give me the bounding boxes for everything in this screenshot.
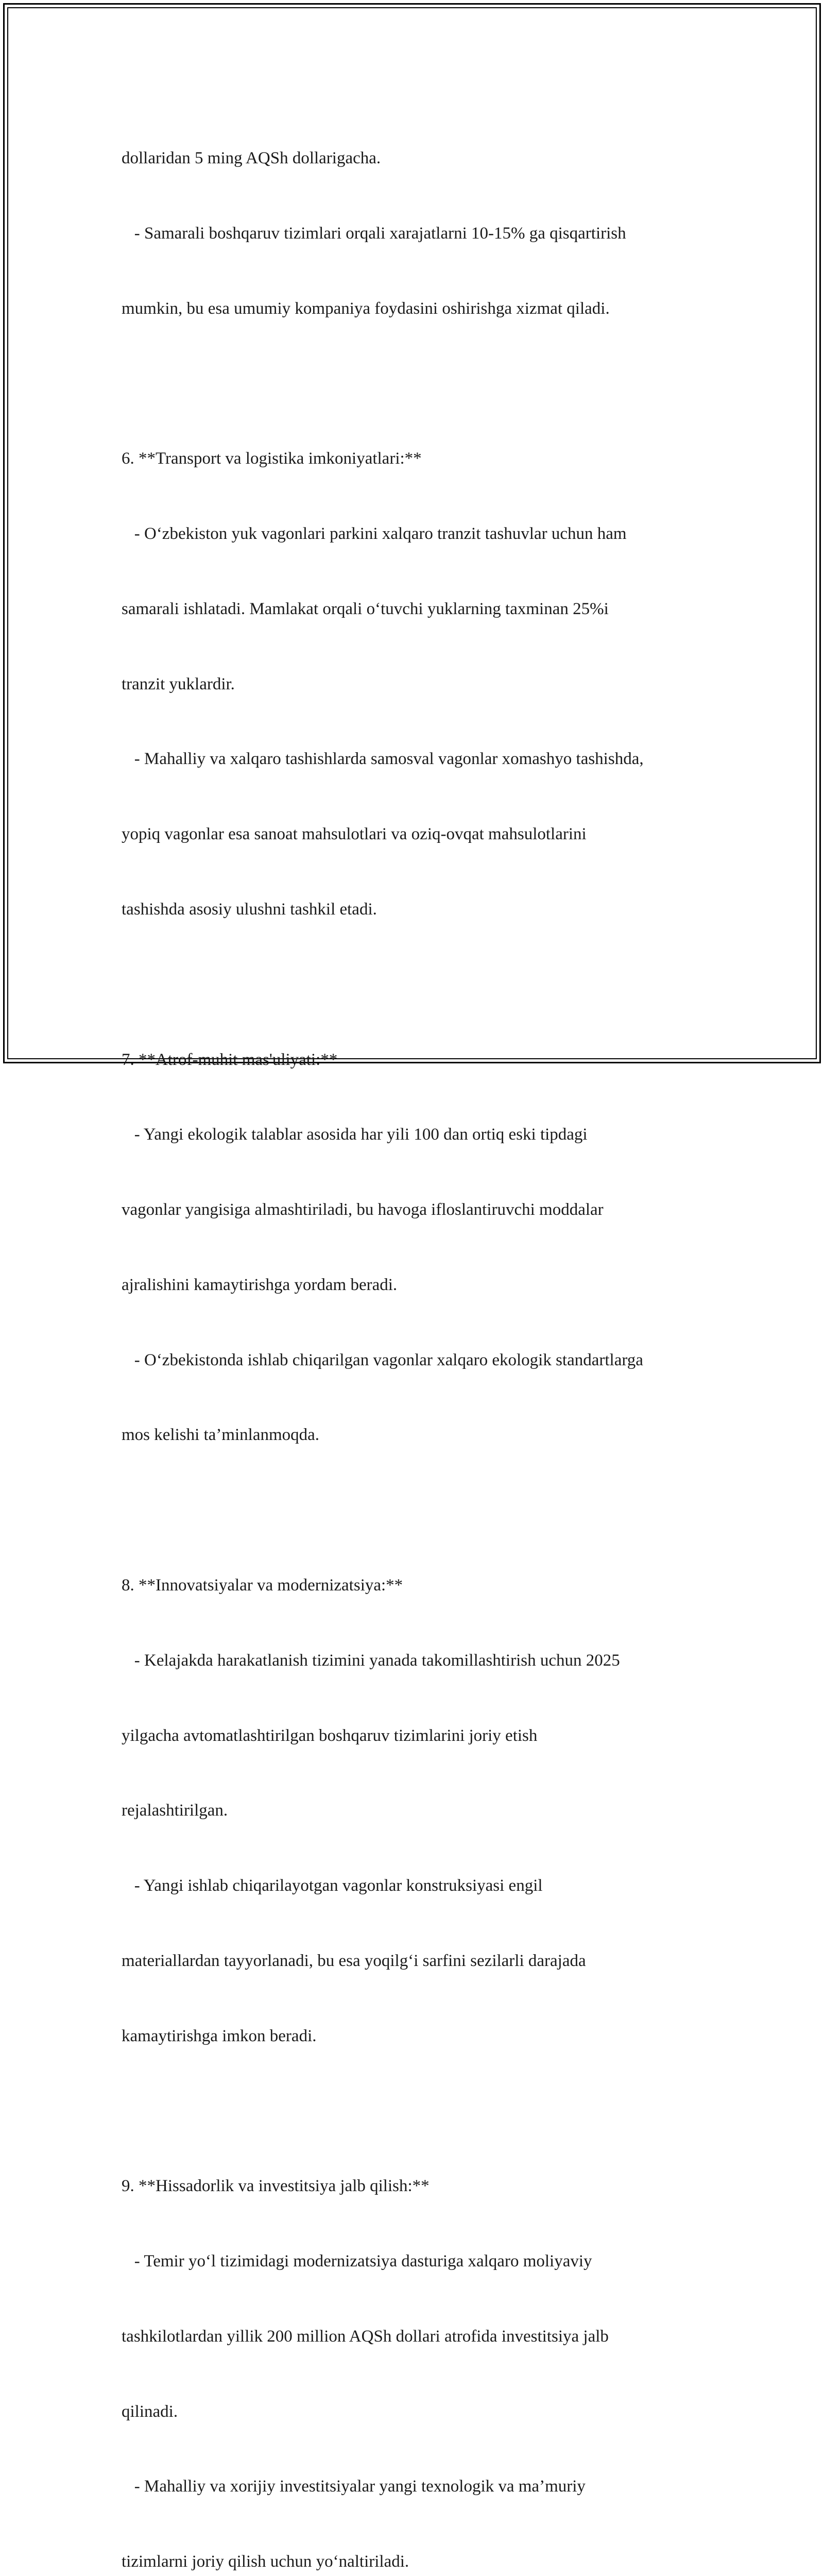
text-line: rejalashtirilgan. xyxy=(122,1801,228,1820)
section-heading: 9. **Hissadorlik va investitsiya jalb qilish:** xyxy=(122,2177,430,2196)
text-line: yopiq vagonlar esa sanoat mahsulotlari va oziq-ovqat mahsulotlarini xyxy=(122,825,587,844)
text-line: mos kelishi ta’minlanmoqda. xyxy=(122,1426,320,1445)
text-line: mumkin, bu esa umumiy kompaniya foydasini oshirishga xizmat qiladi. xyxy=(122,299,610,318)
text-line: ajralishini kamaytirishga yordam beradi. xyxy=(122,1275,398,1294)
blank-line xyxy=(122,371,714,397)
text-line: tranzit yuklardir. xyxy=(122,674,235,693)
blank-line xyxy=(122,1498,714,1523)
text-line: tashishda asosiy ulushni tashkil etadi. xyxy=(122,900,377,919)
text-line: samarali ishlatadi. Mamlakat orqali o‘tuvchi yuklarning taxminan 25%i xyxy=(122,599,609,618)
text-line: - Yangi ishlab chiqarilayotgan vagonlar konstruksiyasi engil xyxy=(122,1876,543,1895)
text-line: - O‘zbekiston yuk vagonlari parkini xalqaro tranzit tashuvlar uchun ham xyxy=(122,524,627,544)
text-line: tizimlarni joriy qilish uchun yo‘naltiriladi. xyxy=(122,2552,409,2571)
text-line: tashkilotlardan yillik 200 million AQSh dollari atrofida investitsiya jalb xyxy=(122,2327,609,2346)
document-body xyxy=(122,96,714,2576)
text-line: - Temir yo‘l tizimidagi modernizatsiya dasturiga xalqaro moliyaviy xyxy=(122,2252,592,2271)
text-line: yilgacha avtomatlashtirilgan boshqaruv tizimlarini joriy etish xyxy=(122,1726,538,1745)
text-line: kamaytirishga imkon beradi. xyxy=(122,2026,317,2045)
section-heading: 6. **Transport va logistika imkoniyatlari:** xyxy=(122,449,422,468)
text-line: - Mahalliy va xalqaro tashishlarda samosval vagonlar xomashyo tashishda, xyxy=(122,750,644,769)
text-line: materiallardan tayyorlanadi, bu esa yoqilg‘i sarfini sezilarli darajada xyxy=(122,1951,586,1970)
text-line: - Yangi ekologik talablar asosida har yili 100 dan ortiq eski tipdagi xyxy=(122,1125,588,1144)
text-line: - Samarali boshqaruv tizimlari orqali xarajatlarni 10-15% ga qisqartirish xyxy=(122,224,626,243)
text-line: - Mahalliy va xorijiy investitsiyalar yangi texnologik va ma’muriy xyxy=(122,2477,586,2496)
blank-line xyxy=(122,2099,714,2124)
blank-line xyxy=(122,972,714,997)
text-line: qilinadi. xyxy=(122,2402,178,2421)
text-line: vagonlar yangisiga almashtiriladi, bu havoga ifloslantiruvchi moddalar xyxy=(122,1200,604,1219)
text-line: dollaridan 5 ming AQSh dollarigacha. xyxy=(122,149,381,168)
text-line: - O‘zbekistonda ishlab chiqarilgan vagonlar xalqaro ekologik standartlarga xyxy=(122,1350,643,1369)
text-line: - Kelajakda harakatlanish tizimini yanada takomillashtirish uchun 2025 xyxy=(122,1651,620,1670)
section-heading: 8. **Innovatsiyalar va modernizatsiya:** xyxy=(122,1576,403,1595)
section-heading: 7. **Atrof-muhit mas'uliyati:** xyxy=(122,1050,338,1069)
